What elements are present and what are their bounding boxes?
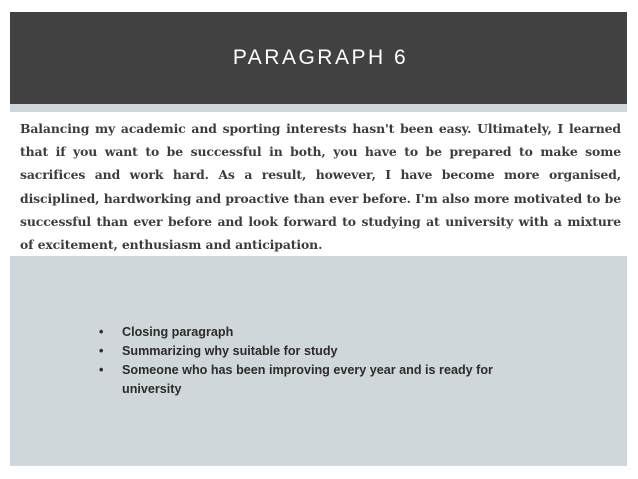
bullet-marker: • [99, 325, 104, 339]
bullet-text: Closing paragraph [122, 325, 234, 339]
bullet-item-summary [98, 342, 538, 361]
essay-excerpt-image [10, 112, 627, 256]
bullet-item-improving [98, 361, 538, 399]
bullet-marker: • [99, 363, 104, 377]
bullet-text: Summarizing why suitable for study [122, 344, 338, 358]
slide-title: PARAGRAPH 6 [232, 46, 409, 69]
bullet-item-closing [98, 323, 538, 342]
bullet-marker: • [99, 344, 104, 358]
bullet-list [98, 323, 538, 399]
bullet-text: Someone who has been improving every year and is ready for university [122, 363, 493, 396]
slide [10, 12, 627, 466]
slide-header [10, 12, 627, 104]
essay-excerpt-text: Balancing my academic and sporting interests hasn't been easy. Ultimately, I learned that if you want to be successful in both, you have to be prepared to make some sacrifices and work hard. As a result, however, I have become more organised, disciplined, hardworking and proactive than ever before. I'm also more motivated to be successful than ever before and look forward to studying at university with a mixture of excitement, enthusiasm and anticipation. [20, 121, 621, 253]
